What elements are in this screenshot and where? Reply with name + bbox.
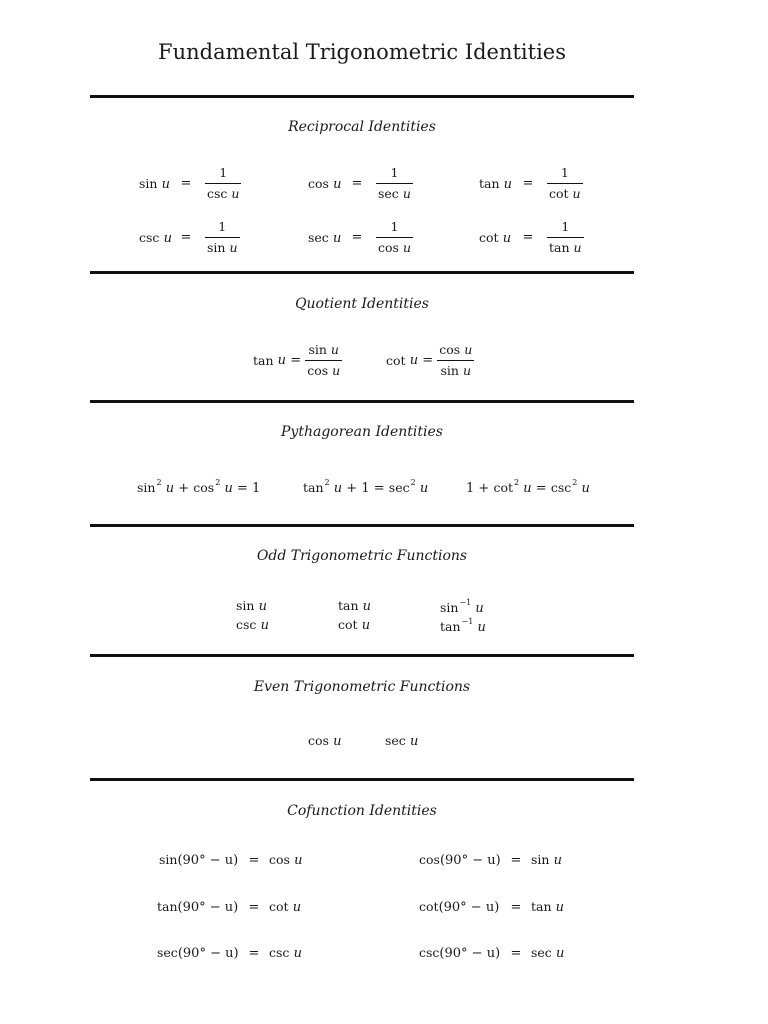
reciprocal-tan-identity: tan u = $\frac{1}{\text{cot u}}$ [479, 165, 581, 201]
cofunction-csc-identity: csc(90° − u) = sec u [419, 945, 565, 961]
reciprocal-cot-identity: cot u = $\frac{1}{\text{tan u}}$ [479, 219, 582, 255]
section-divider [90, 654, 634, 657]
pythagorean-sin-cos-identity: $\sin^2 u + \cos^2 u = 1$ [137, 478, 261, 496]
cofunction-cos-identity: cos(90° − u) = sin u [419, 852, 562, 868]
cofunction-sec-identity: sec(90° − u) = csc u [157, 945, 302, 961]
cofunction-tan-identity: tan(90° − u) = cot u [157, 899, 302, 915]
cofunction-sin-identity: sin(90° − u) = cos u [159, 852, 303, 868]
page-title: Fundamental Trigonometric Identities [158, 40, 566, 64]
odd-function-item: $\sin^{-1} u$ [440, 598, 484, 616]
quotient-cot-identity: cot u = $\frac{\text{cos u}}{\text{sin u}}$ [386, 342, 473, 378]
section-divider [90, 778, 634, 781]
odd-function-item: csc u [236, 617, 269, 633]
reciprocal-csc-identity: csc u = $\frac{1}{\text{sin u}}$ [139, 219, 238, 255]
odd-function-item: sin u [236, 598, 267, 614]
pythagorean-cot-csc-identity: $1 + \cot^2 u = \csc^2 u$ [466, 478, 590, 496]
even-function-item: sec u [385, 733, 419, 749]
pythagorean-identities-heading: Pythagorean Identities [281, 424, 443, 440]
section-divider [90, 95, 634, 98]
cofunction-identities-heading: Cofunction Identities [287, 803, 437, 819]
odd-function-item: tan u [338, 598, 372, 614]
even-functions-heading: Even Trigonometric Functions [253, 679, 471, 695]
reciprocal-identities-heading: Reciprocal Identities [288, 119, 436, 135]
reciprocal-cos-identity: cos u = $\frac{1}{\text{sec u}}$ [308, 165, 411, 201]
even-function-item: cos u [308, 733, 342, 749]
reciprocal-sec-identity: sec u = $\frac{1}{\text{cos u}}$ [308, 219, 411, 255]
reciprocal-sin-identity: sin u = $\frac{1}{\text{csc u}}$ [139, 165, 240, 201]
odd-functions-heading: Odd Trigonometric Functions [256, 548, 468, 564]
pythagorean-tan-sec-identity: $\tan^2 u + 1 = \sec^2 u$ [303, 478, 429, 496]
cofunction-cot-identity: cot(90° − u) = tan u [419, 899, 565, 915]
section-divider [90, 271, 634, 274]
section-divider [90, 524, 634, 527]
odd-function-item: cot u [338, 617, 371, 633]
quotient-tan-identity: tan u = $\frac{\text{sin u}}{\text{cos u}}$ [253, 342, 341, 378]
section-divider [90, 400, 634, 403]
quotient-identities-heading: Quotient Identities [295, 296, 429, 312]
odd-function-item: $\tan^{-1} u$ [440, 617, 486, 635]
